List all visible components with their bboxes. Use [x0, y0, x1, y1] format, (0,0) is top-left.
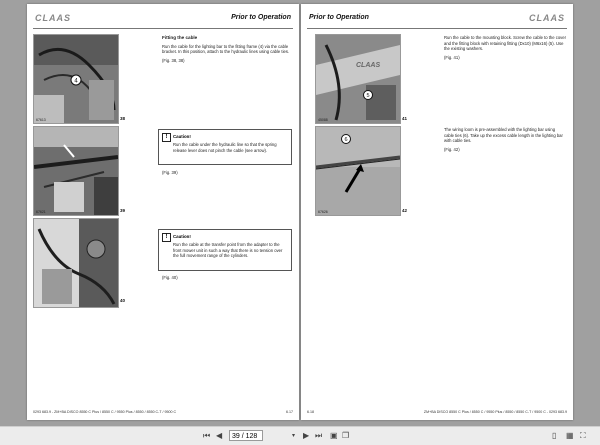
figure-number: 40	[120, 298, 126, 303]
figure-code: 67613	[36, 118, 46, 122]
footer-page-number: 6.17	[286, 410, 293, 414]
figure-reference: (Fig. 40)	[162, 275, 178, 280]
single-page-icon[interactable]: ▯	[552, 431, 557, 440]
figure-number: 41	[402, 116, 408, 121]
claas-logo: CLAAS	[356, 62, 381, 69]
figure-42-photo	[315, 126, 401, 216]
page-right	[301, 4, 573, 420]
page-left	[27, 4, 299, 420]
caution-title: Caution!	[173, 234, 191, 239]
warning-icon: !	[162, 133, 171, 142]
caution-box	[158, 129, 292, 165]
caution-box	[158, 229, 292, 271]
figure-reference: (Fig. 38, 38)	[162, 57, 185, 63]
view-mode-icon[interactable]: ▣	[330, 431, 338, 440]
callout-5: 5	[366, 93, 370, 100]
section-title: Prior to Operation	[309, 14, 369, 21]
viewer-toolbar	[0, 426, 600, 445]
figure-number: 39	[120, 208, 126, 213]
copy-icon[interactable]: ❐	[342, 431, 350, 440]
figure-number: 38	[120, 116, 126, 121]
wiring-body: The wiring loom is pre-assembled with the lighting bar using cable ties (6). Take up the excess cable length in the lighting bar with cable ties.	[444, 127, 563, 144]
footer-doc-id: 0293 683.9 - ZM+BA DISCO 8550 C Plus / 8550 C / 9550 Plus / 8550 / 8550 C-T / 9500 C	[33, 410, 177, 414]
callout-6: 6	[344, 137, 348, 144]
page-header	[33, 10, 293, 29]
prev-page-icon[interactable]: ◀	[216, 431, 223, 440]
cable-mounting-section	[444, 35, 566, 60]
grid-view-icon[interactable]: ▦	[566, 431, 574, 440]
last-page-icon[interactable]: ⏭	[315, 431, 323, 440]
footer-doc-id: ZM+BA DISCO 8550 C Plus / 8550 C / 9550 Plus / 8550 / 8550 C-T / 9500 C - 0293 683.9	[423, 410, 567, 414]
caution-body: Run the cable at the transfer point from the adapter to the front mower unit in such a way that there is no tension over the full movement range of the cylinders.	[173, 242, 283, 259]
figure-39-photo	[33, 126, 119, 216]
figure-code: 67621	[36, 210, 46, 214]
figure-41-photo	[315, 34, 401, 124]
callout-4: 4	[74, 78, 78, 85]
section-title: Prior to Operation	[231, 14, 291, 21]
figure-38-photo	[33, 34, 119, 124]
figure-code: 67626	[318, 210, 328, 214]
mounting-body: Run the cable to the mounting block. Screw the cable to the cover and the fitting block with retaining fitting (Dx10) (M6x16) (5). Use the existing washers.	[444, 35, 566, 52]
fitting-cable-body: Run the cable for the lighting bar to the fitting frame (4) via the cable bracket. In this position, attach to the hydraulic lines using cable ties.	[162, 43, 290, 55]
caution-body: Run the cable under the hydraulic line so that the spring release lever does not pinch the cable (see arrow).	[173, 142, 277, 153]
page-number-input[interactable]: 39 / 128	[229, 430, 263, 441]
figure-40-photo	[33, 218, 119, 308]
figure-number: 42	[402, 208, 408, 213]
figure-reference: (Fig. 39)	[162, 170, 178, 175]
page-header	[307, 10, 567, 29]
figure-reference: (Fig. 42)	[444, 146, 460, 152]
claas-logo: CLAAS	[35, 13, 71, 23]
caution-title: Caution!	[173, 134, 191, 139]
fullscreen-icon[interactable]: ⛶	[580, 431, 586, 440]
fitting-cable-title: Fitting the cable	[162, 35, 198, 40]
footer-page-number: 6.18	[307, 410, 314, 414]
page-dropdown-icon[interactable]: ▾	[292, 433, 296, 439]
first-page-icon[interactable]: ⏮	[203, 431, 211, 440]
wiring-loom-section	[444, 127, 566, 152]
fitting-cable-section	[162, 35, 290, 63]
warning-icon: !	[162, 233, 171, 242]
figure-reference: (Fig. 41)	[444, 54, 460, 60]
figure-code: 45088	[318, 118, 328, 122]
next-page-icon[interactable]: ▶	[303, 431, 310, 440]
claas-logo: CLAAS	[529, 13, 565, 23]
